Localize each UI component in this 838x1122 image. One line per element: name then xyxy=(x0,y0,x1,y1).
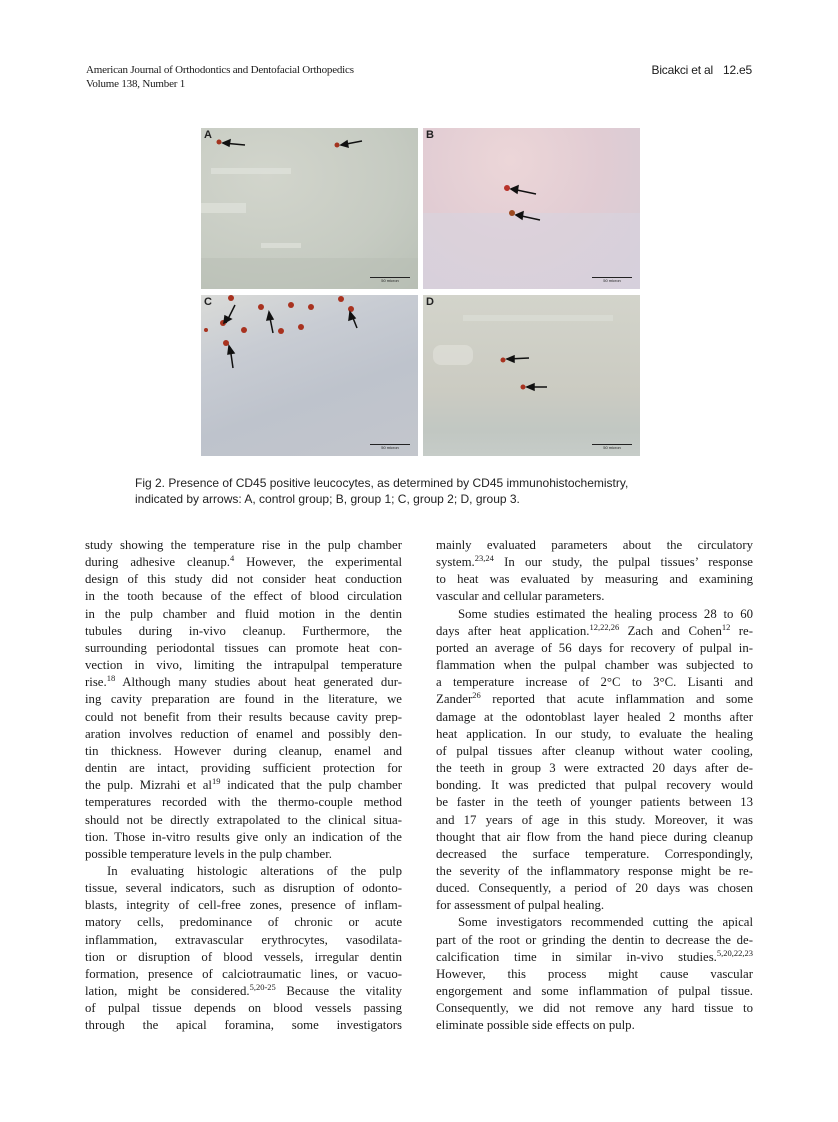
text-run: damage at the odontoblast layer healed 2 months after xyxy=(436,709,753,724)
running-header-journal xyxy=(86,63,354,91)
text-run: lation, might be considered. xyxy=(85,984,250,999)
scale-bar: 50 micron xyxy=(370,277,410,283)
text-line xyxy=(436,760,753,777)
figure-caption xyxy=(135,476,715,507)
text-run: Zach and Cohen xyxy=(619,623,722,638)
text-line xyxy=(85,1017,402,1034)
text-run: blasts, integrity of cell-free zones, presence of inflam- xyxy=(85,898,402,913)
text-run: matory cells, predominance of chronic or acute xyxy=(85,915,402,930)
text-line xyxy=(85,743,402,760)
text-line xyxy=(85,949,402,966)
text-line xyxy=(85,623,402,640)
scale-bar: 50 micron xyxy=(592,444,632,450)
text-run: thought that air flow from the hand piece during cleanup xyxy=(436,829,753,844)
caption-line: indicated by arrows: A, control group; B, group 1; C, group 2; D, group 3. xyxy=(135,491,520,506)
text-run: for assessment of pulpal healing. xyxy=(436,898,605,913)
text-line xyxy=(85,932,402,949)
text-run: vection in vivo, limiting the intrapulpal temperature xyxy=(85,658,402,673)
text-run: the severity of the inflammatory response might be re- xyxy=(436,863,753,878)
text-line xyxy=(436,537,753,554)
text-run: vascular and cellular parameters. xyxy=(436,589,605,604)
text-run: reported that acute inflammation and some xyxy=(480,692,753,707)
text-run: Some investigators recommended cutting the apical xyxy=(458,915,753,930)
text-line xyxy=(436,932,753,949)
text-run: eliminate possible side effects on pulp. xyxy=(436,1018,635,1033)
text-run: possible temperature levels in the pulp chamber. xyxy=(85,846,332,861)
text-run: formation, presence of calciotraumatic lines, or vacuo- xyxy=(85,966,402,981)
text-line xyxy=(85,760,402,777)
text-line xyxy=(436,743,753,760)
figure-panel-c xyxy=(201,295,418,456)
text-run: decreased the surface temperature. Correspondingly, xyxy=(436,846,753,861)
text-line xyxy=(85,674,402,691)
text-line xyxy=(85,777,402,794)
text-run: In evaluating histologic alterations of the pulp xyxy=(107,863,402,878)
citation-superscript: 19 xyxy=(211,776,221,787)
text-run: In our study, the pulpal tissues’ response xyxy=(493,555,753,570)
text-line xyxy=(436,1017,753,1034)
text-line xyxy=(436,554,753,571)
body-text-right-column xyxy=(436,537,753,1035)
text-line xyxy=(85,726,402,743)
text-run: surrounding periodontal tissues can promote heat con- xyxy=(85,640,402,655)
text-run: flammation when the pulpal chamber was subjected to xyxy=(436,658,753,673)
text-line xyxy=(436,1000,753,1017)
text-run: temperatures recorded with the thermo-couple method xyxy=(85,795,402,810)
text-line xyxy=(436,674,753,691)
text-line xyxy=(85,829,402,846)
text-line xyxy=(436,571,753,588)
text-run: Although many studies about heat generated dur- xyxy=(115,675,402,690)
text-line xyxy=(85,880,402,897)
text-line xyxy=(85,588,402,605)
text-run: ported an average of 56 days for recovery of pulpal in- xyxy=(436,640,753,655)
text-line xyxy=(436,846,753,863)
text-run: to heat was evaluated by measuring and examining xyxy=(436,572,753,587)
arrow-icon xyxy=(223,140,362,147)
text-run: However, this process might cause vascular xyxy=(436,966,753,981)
text-run: during adhesive cleanup. xyxy=(85,555,230,570)
text-line xyxy=(85,606,402,623)
text-line xyxy=(436,983,753,1000)
text-line xyxy=(85,983,402,1000)
running-header-page xyxy=(652,63,752,77)
text-line xyxy=(436,657,753,674)
scale-bar: 50 micron xyxy=(592,277,632,283)
text-run: indicated that the pulp chamber xyxy=(220,778,402,793)
text-line xyxy=(436,897,753,914)
text-run: tin thickness. However during cleanup, enamel and xyxy=(85,743,402,758)
text-line xyxy=(436,863,753,880)
text-run: re- xyxy=(730,623,753,638)
text-run: of pulpal tissues after cleanup without water cooling, xyxy=(436,743,753,758)
text-run: and 17 years of age in this study. Moreover, it was xyxy=(436,812,753,827)
panel-d-micrograph xyxy=(423,295,640,456)
text-run: ing cavity preparation are found in the literature, we xyxy=(85,692,402,707)
text-run: in the tooth because of the effect of blood circulation xyxy=(85,589,402,604)
text-run: tion. Those in-vitro results give only an indication of the xyxy=(85,829,402,844)
citation-superscript: 23,24 xyxy=(474,553,494,564)
text-line xyxy=(85,846,402,863)
text-run: calcification time in similar in-vivo studies. xyxy=(436,949,717,964)
text-line xyxy=(436,726,753,743)
text-run: tubules during in-vivo cleanup. Furthermore, the xyxy=(85,623,402,638)
panel-b-micrograph xyxy=(423,128,640,289)
text-run: part of the root or grinding the dentin to decrease the de- xyxy=(436,932,753,947)
text-run: duced. Consequently, a period of 20 days was chosen xyxy=(436,881,753,896)
text-line xyxy=(436,691,753,708)
text-run: dentin are intact, providing sufficient protection for xyxy=(85,761,402,776)
text-line xyxy=(436,623,753,640)
text-run: Some studies estimated the healing process 28 to 60 xyxy=(458,606,753,621)
figure-panel-d xyxy=(423,295,640,456)
text-line xyxy=(85,897,402,914)
scale-bar: 50 micron xyxy=(370,444,410,450)
text-line xyxy=(436,640,753,657)
figure-2 xyxy=(201,128,641,456)
text-run: tion or disruption of blood vessels, irregular dentin xyxy=(85,949,402,964)
text-run: aration involves reduction of enamel and possibly den- xyxy=(85,726,402,741)
arrow-icon xyxy=(507,356,547,390)
text-run: inflammation, extravascular erythrocytes, vasodilata- xyxy=(85,932,402,947)
caption-line: Fig 2. Presence of CD45 positive leucocytes, as determined by CD45 immunohistochemistry, xyxy=(135,476,629,490)
text-line xyxy=(85,554,402,571)
panel-a-micrograph xyxy=(201,128,418,289)
author-running-head: Bicakci et al xyxy=(651,63,713,77)
text-run: of pulpal tissue depends on blood vessels passing xyxy=(85,1001,402,1016)
citation-superscript: 12,22,26 xyxy=(589,621,620,632)
panel-c-micrograph xyxy=(201,295,418,456)
citation-superscript: 12 xyxy=(721,621,731,632)
figure-panel-b xyxy=(423,128,640,289)
text-line xyxy=(85,863,402,880)
citation-superscript: 26 xyxy=(472,690,481,701)
panel-label: D xyxy=(426,296,434,308)
text-line xyxy=(85,966,402,983)
panel-label: A xyxy=(204,129,212,141)
text-run: study showing the temperature rise in the pulp chamber xyxy=(85,538,402,552)
figure-panel-a xyxy=(201,128,418,289)
text-run: could not benefit from their results because cavity prep- xyxy=(85,709,402,724)
text-run: bonding. It was predicted that pulpal recovery would xyxy=(436,778,753,793)
text-line xyxy=(436,794,753,811)
text-line xyxy=(436,606,753,623)
text-line xyxy=(85,709,402,726)
text-line xyxy=(85,537,402,554)
text-run: mainly evaluated parameters about the circulatory xyxy=(436,538,753,552)
text-run: design of this study did not consider heat conduction xyxy=(85,572,402,587)
text-line xyxy=(85,640,402,657)
text-line xyxy=(436,812,753,829)
text-line xyxy=(436,966,753,983)
text-run: engorgement and some inflammation of pulpal tissue. xyxy=(436,984,753,999)
text-line xyxy=(85,914,402,931)
journal-volume: Volume 138, Number 1 xyxy=(86,78,186,90)
body-text-left-column xyxy=(85,537,402,1035)
text-run: be faster in the teeth of younger patients between 13 xyxy=(436,795,753,810)
text-run: through the apical foramina, some investigators xyxy=(85,1018,402,1033)
arrow-icon xyxy=(224,305,357,368)
text-line xyxy=(85,794,402,811)
text-run: system. xyxy=(436,555,475,570)
text-run: rise. xyxy=(85,675,107,690)
text-line xyxy=(436,588,753,605)
text-run: tissue, several indicators, such as disruption of odonto- xyxy=(85,881,402,896)
text-run: days after heat application. xyxy=(436,623,590,638)
citation-superscript: 4 xyxy=(230,553,235,564)
text-line xyxy=(436,829,753,846)
text-run: Consequently, we did not remove any hard tissue to xyxy=(436,1001,753,1016)
text-line xyxy=(85,1000,402,1017)
text-run: a temperature increase of 2°C to 3°C. Lisanti and xyxy=(436,675,753,690)
panel-label: B xyxy=(426,129,434,141)
text-line xyxy=(436,949,753,966)
text-line xyxy=(85,691,402,708)
text-line xyxy=(436,709,753,726)
panel-label: C xyxy=(204,296,212,308)
text-line xyxy=(436,777,753,794)
citation-superscript: 5,20,22,23 xyxy=(716,947,753,958)
text-run: the teeth in group 3 were extracted 20 days after de- xyxy=(436,761,753,776)
text-line xyxy=(85,657,402,674)
text-line xyxy=(436,880,753,897)
text-run: should not be directly extrapolated to the clinical situa- xyxy=(85,812,402,827)
citation-superscript: 5,20-25 xyxy=(249,982,276,993)
text-line xyxy=(85,571,402,588)
text-run: in the pulp chamber and fluid motion in the dentin xyxy=(85,606,402,621)
citation-superscript: 18 xyxy=(106,673,116,684)
text-run: However, the experimental xyxy=(234,555,402,570)
text-line xyxy=(85,812,402,829)
text-run: the pulp. Mizrahi et al xyxy=(85,778,212,793)
text-line xyxy=(436,914,753,931)
journal-title: American Journal of Orthodontics and Dentofacial Orthopedics xyxy=(86,64,354,76)
page-number: 12.e5 xyxy=(722,63,752,77)
text-run: Because the vitality xyxy=(275,984,403,999)
text-run: Zander xyxy=(436,692,473,707)
text-run: heat application. In our study, to evaluate the healing xyxy=(436,726,753,741)
